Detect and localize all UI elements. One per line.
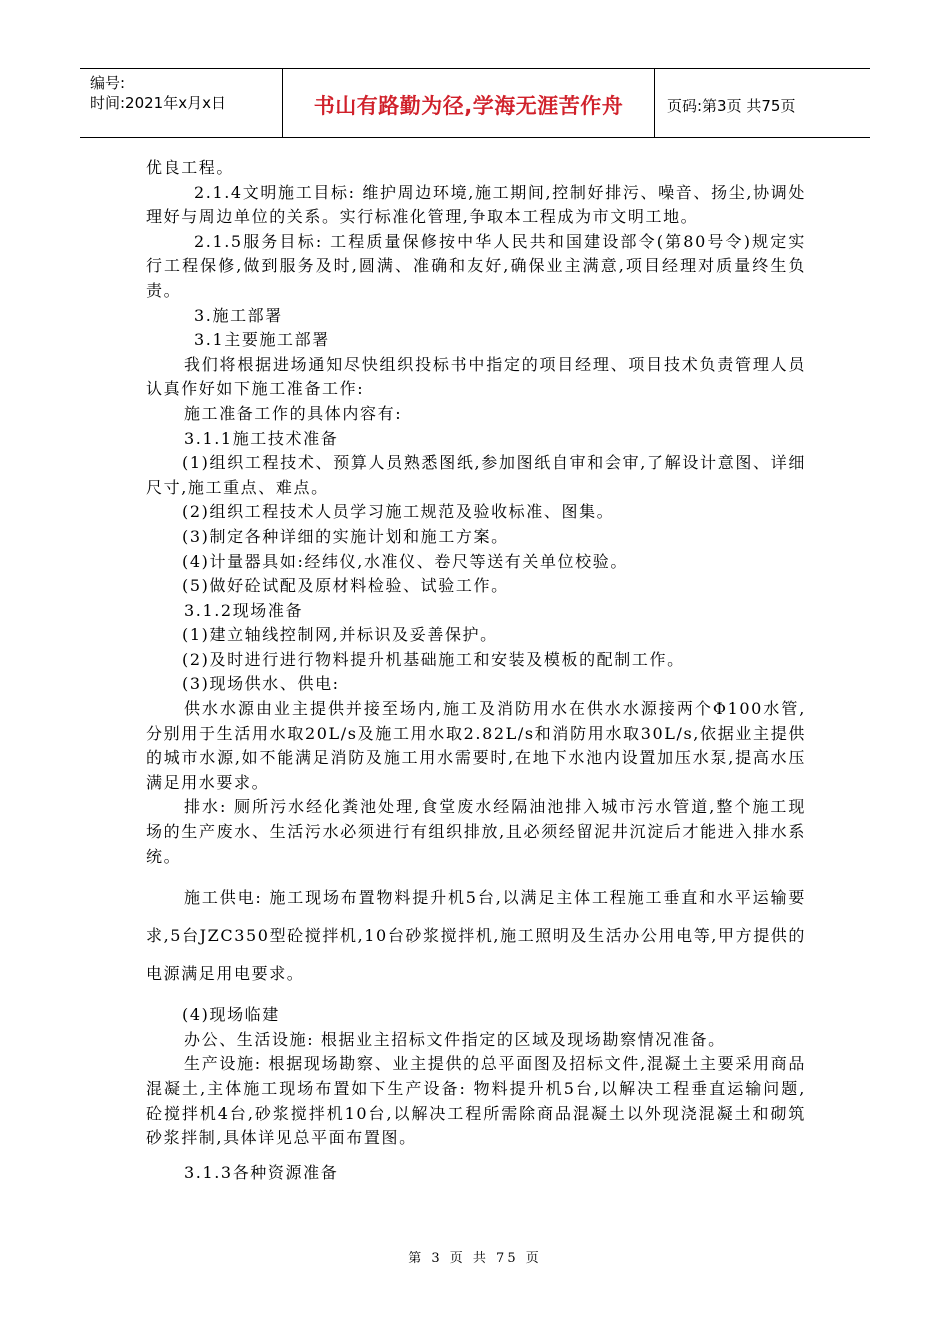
header-motto: 书山有路勤为径,学海无涯苦作舟	[283, 69, 655, 137]
list-item: (5)做好砼试配及原材料检验、试验工作。	[182, 576, 509, 596]
paragraph: 办公、生活设施: 根据业主招标文件指定的区域及现场勘察情况准备。	[184, 1029, 726, 1049]
paragraph: 施工供电: 施工现场布置物料提升机5台,以满足主体工程施工垂直和水平运输要求,5台JZC350型砼搅拌机,10台砂浆搅拌机,施工照明及生活办公用电等,甲方提供的电源满足用电要求。	[146, 888, 806, 984]
section-heading: 3.1主要施工部署	[194, 330, 330, 350]
paragraph: 供水水源由业主提供并接至场内,施工及消防用水在供水水源接两个Φ100水管,分别用于生活用水取20L/s及施工用水取2.82L/s和消防用水取30L/s,依据业主提供的城市水源,如不能满足消防及施工用水需要时,在地下水池内设置加压水泵,提高水压满足用水要求。	[146, 699, 806, 792]
list-item: (2)及时进行进行物料提升机基础施工和安装及模板的配制工作。	[182, 649, 685, 669]
page-footer: 第 3 页 共 75 页	[408, 1251, 542, 1266]
code-label: 编号:	[90, 74, 126, 92]
section-heading: 3.施工部署	[194, 305, 283, 325]
page-header	[80, 68, 870, 138]
section-heading: 3.1.3各种资源准备	[184, 1162, 339, 1182]
list-item: (4)计量器具如:经纬仪,水准仪、卷尺等送有关单位校验。	[182, 551, 628, 571]
paragraph: 排水: 厕所污水经化粪池处理,食堂废水经隔油池排入城市污水管道,整个施工现场的生产废水、生活污水必须进行有组织排放,且必须经留泥井沉淀后才能进入排水系统。	[146, 797, 806, 866]
list-item: (1)建立轴线控制网,并标识及妥善保护。	[182, 625, 498, 645]
list-item: (4)现场临建	[182, 1005, 280, 1025]
section-heading: 3.1.1施工技术准备	[184, 428, 339, 448]
paragraph: 2.1.5服务目标: 工程质量保修按中华人民共和国建设部令(第80号令)规定实行工程保修,做到服务及时,圆满、准确和友好,确保业主满意,项目经理对质量终生负责。	[146, 231, 806, 300]
paragraph: 我们将根据进场通知尽快组织投标书中指定的项目经理、项目技术负责管理人员认真作好如下施工准备工作:	[146, 354, 806, 399]
paragraph: 2.1.4文明施工目标: 维护周边环境,施工期间,控制好排污、噪音、扬尘,协调处理好与周边单位的关系。实行标准化管理,争取本工程成为市文明工地。	[146, 182, 806, 227]
document-body	[146, 156, 806, 1185]
list-item: (3)现场供水、供电:	[182, 674, 340, 694]
list-item: (1)组织工程技术、预算人员熟悉图纸,参加图纸自审和会审,了解设计意图、详细尺寸,施工重点、难点。	[146, 453, 806, 497]
section-heading: 3.1.2现场准备	[184, 600, 304, 620]
list-item: (3)制定各种详细的实施计划和施工方案。	[182, 526, 509, 546]
paragraph: 优良工程。	[146, 158, 235, 177]
paragraph: 生产设施: 根据现场勘察、业主提供的总平面图及招标文件,混凝土主要采用商品混凝土,主体施工现场布置如下生产设备: 物料提升机5台,以解决工程垂直运输问题,砼搅拌机4台,砂浆搅拌机10台,以解决工程所需除商品混凝土以外现浇混凝土和砌筑砂浆拌制,具体详见总平面布置图。	[146, 1054, 806, 1148]
time-label: 时间:2021年x月x日	[90, 94, 226, 112]
header-meta	[80, 69, 283, 137]
list-item: (2)组织工程技术人员学习施工规范及验收标准、图集。	[182, 502, 615, 522]
paragraph: 施工准备工作的具体内容有:	[184, 403, 403, 423]
header-page-info: 页码:第3页 共75页	[667, 96, 796, 115]
